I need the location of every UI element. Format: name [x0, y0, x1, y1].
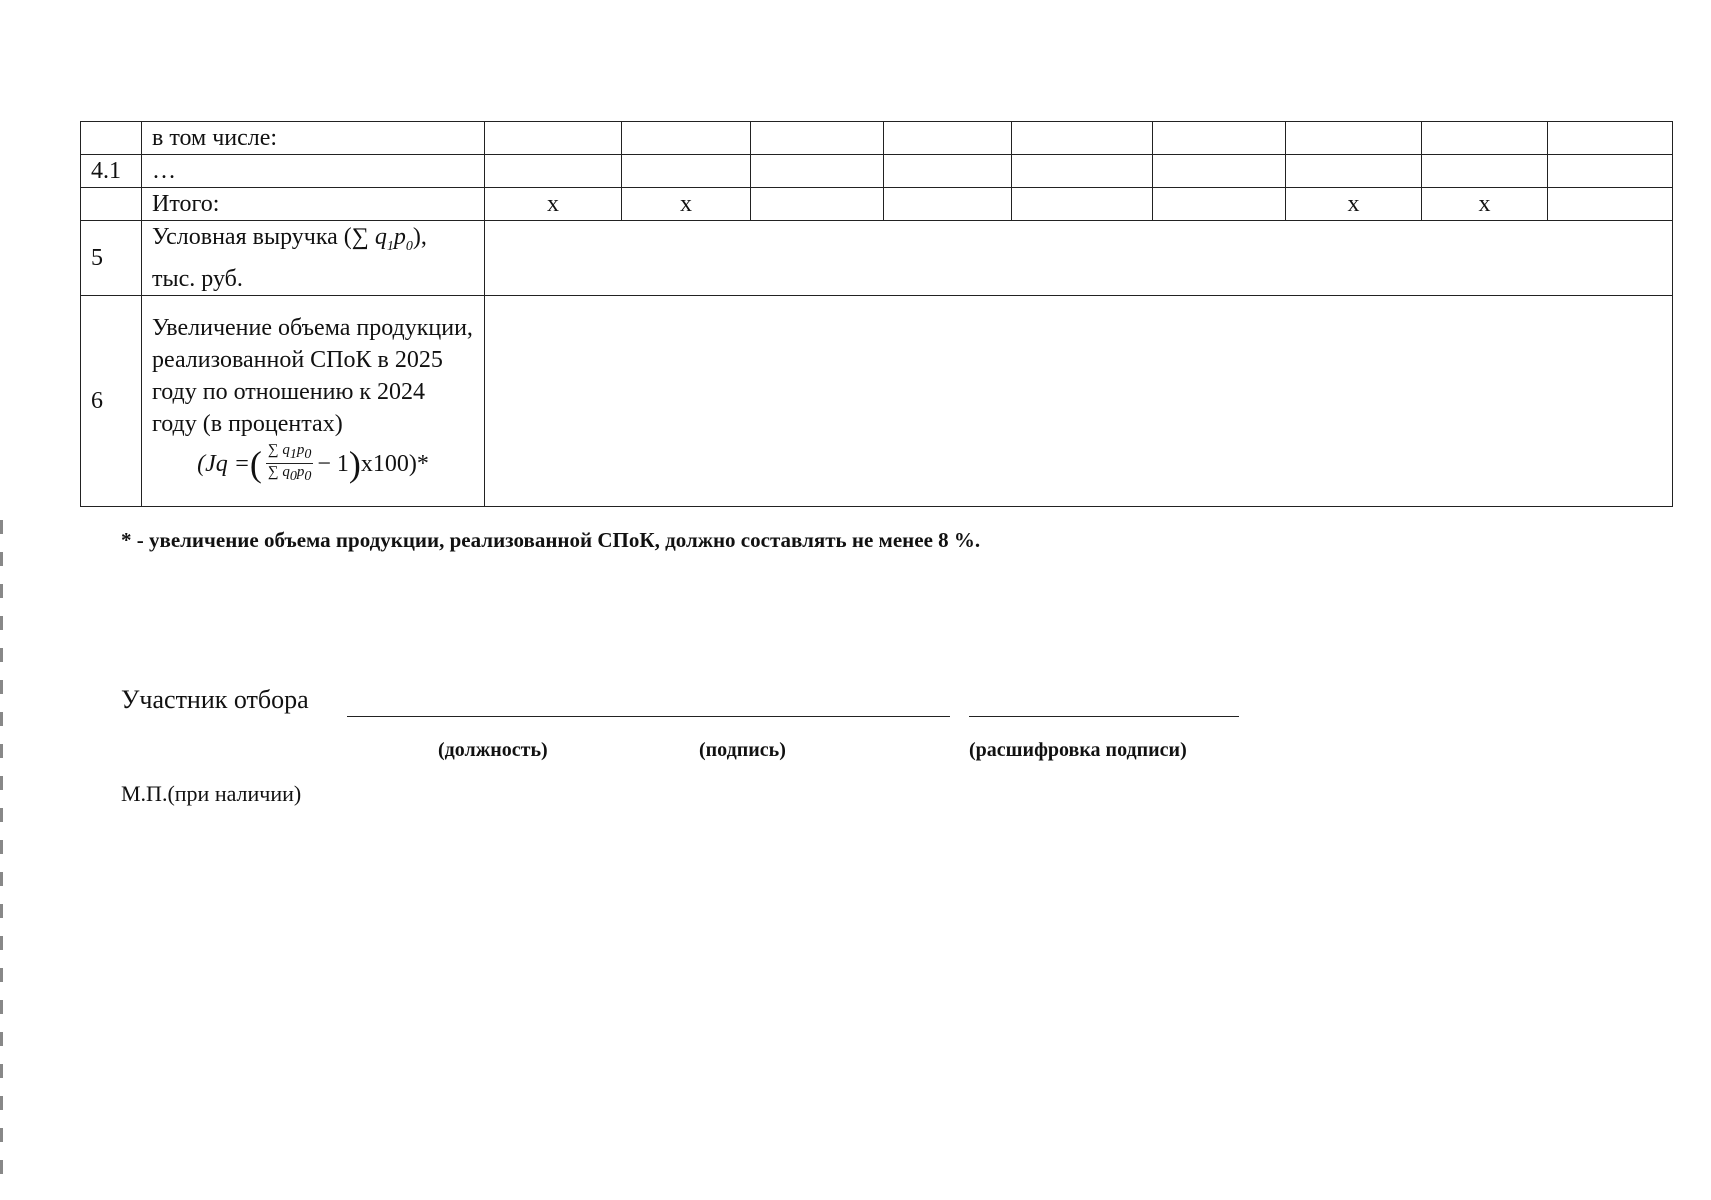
row-label-conditional-revenue: Условная выручка (∑ $q_1p_0$), тыс. руб.: [142, 221, 485, 296]
caption-name-decoding: (расшифровка подписи): [969, 739, 1187, 761]
row-number: 4.1: [81, 155, 142, 188]
row-number: 5: [81, 221, 142, 296]
value-cell[interactable]: [485, 122, 622, 155]
row-number: [81, 122, 142, 155]
value-cell[interactable]: [1548, 188, 1673, 221]
value-cell[interactable]: [751, 122, 884, 155]
value-cell[interactable]: [1012, 122, 1153, 155]
value-cell[interactable]: x: [622, 188, 751, 221]
value-cell[interactable]: [1422, 155, 1548, 188]
merged-value-cell[interactable]: [485, 295, 1673, 506]
table-row: [81, 188, 1673, 221]
value-cell[interactable]: [751, 155, 884, 188]
caption-signature: (подпись): [699, 739, 786, 761]
value-cell[interactable]: [1548, 155, 1673, 188]
value-cell[interactable]: [1153, 188, 1286, 221]
row-number: 6: [81, 295, 142, 506]
table-row-6: [81, 295, 1673, 506]
table-row: [81, 155, 1673, 188]
value-cell[interactable]: [622, 122, 751, 155]
table-row: [81, 122, 1673, 155]
row-label: в том числе:: [142, 122, 485, 155]
value-cell[interactable]: [1286, 122, 1422, 155]
value-cell[interactable]: x: [485, 188, 622, 221]
row-label: …: [142, 155, 485, 188]
value-cell[interactable]: [1012, 188, 1153, 221]
value-cell[interactable]: [751, 188, 884, 221]
row-number: [81, 188, 142, 221]
index-formula: (Jq = ( $\frac{\sum q_1p_0}{\sum q_0p_0}$ − 1 ) x100)*: [197, 442, 429, 485]
scan-edge-marks: [0, 520, 3, 1190]
report-table: [80, 121, 1673, 507]
value-cell[interactable]: x: [1422, 188, 1548, 221]
caption-position: (должность): [438, 739, 548, 761]
stamp-note: М.П.(при наличии): [121, 781, 302, 806]
value-cell[interactable]: [884, 122, 1012, 155]
row-label: Итого:: [142, 188, 485, 221]
merged-value-cell[interactable]: [485, 221, 1673, 296]
value-cell[interactable]: [485, 155, 622, 188]
value-cell[interactable]: [1422, 122, 1548, 155]
signature-label: Участник отбора: [121, 685, 309, 714]
footnote: * - увеличение объема продукции, реализованной СПоК, должно составлять не менее 8 %.: [121, 528, 981, 552]
value-cell[interactable]: [1012, 155, 1153, 188]
value-cell[interactable]: [1153, 155, 1286, 188]
value-cell[interactable]: [622, 155, 751, 188]
value-cell[interactable]: [1548, 122, 1673, 155]
table-row-5: [81, 221, 1673, 296]
formula-fraction: $\frac{\sum q_1p_0}{\sum q_0p_0}$: [267, 442, 312, 485]
name-decoding-line[interactable]: [969, 716, 1239, 717]
value-cell[interactable]: [884, 155, 1012, 188]
value-cell[interactable]: [1286, 155, 1422, 188]
position-signature-line[interactable]: [347, 716, 950, 717]
value-cell[interactable]: [1153, 122, 1286, 155]
value-cell[interactable]: [884, 188, 1012, 221]
value-cell[interactable]: x: [1286, 188, 1422, 221]
sum-q1p0-formula: ∑ $q_1p_0$: [351, 224, 413, 254]
row-label-volume-increase: Увеличение объема продукции, реализованной СПоК в 2025 году по отношению к 2024 году (в процентах) (Jq = ( $\frac{\sum q_1p_0}{\sum q_0p_0}$ − 1 ) x100)*: [142, 295, 485, 506]
